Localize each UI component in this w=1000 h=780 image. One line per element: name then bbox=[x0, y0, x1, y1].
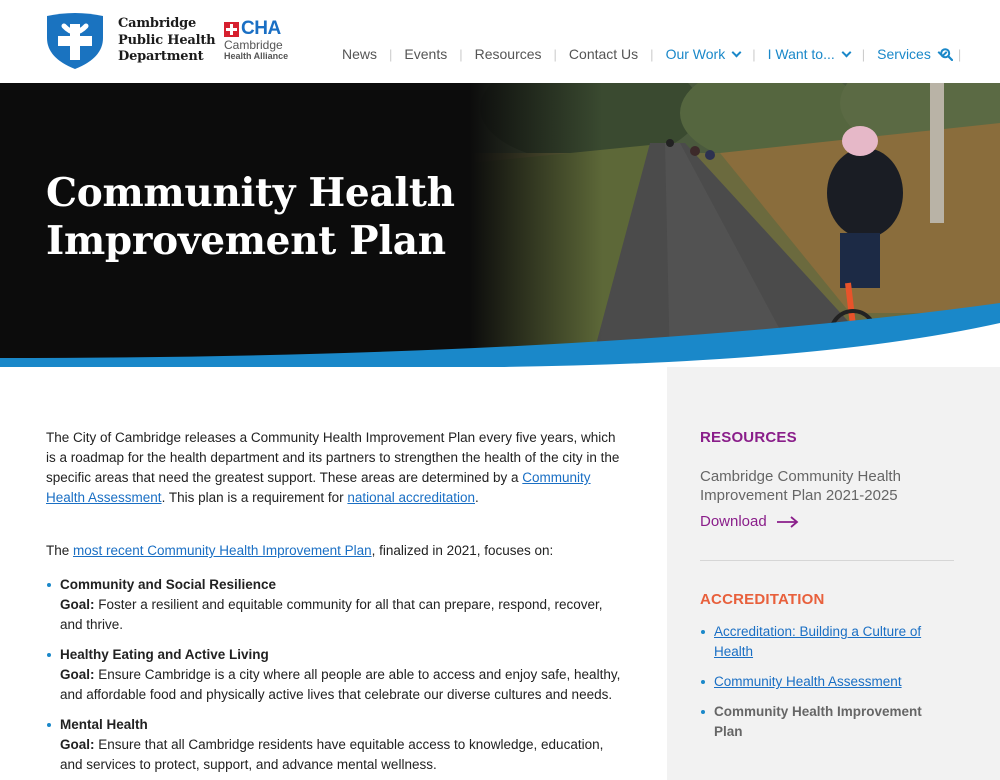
resources-heading: RESOURCES bbox=[700, 429, 797, 446]
list-item bbox=[700, 672, 954, 692]
nav-our-work-label: Our Work bbox=[665, 46, 726, 62]
download-link[interactable] bbox=[700, 513, 954, 530]
chevron-down-icon bbox=[841, 47, 851, 57]
focus-area-title: Mental Health bbox=[60, 717, 148, 732]
intro-paragraph bbox=[46, 428, 626, 508]
cha-line2: Health Alliance bbox=[224, 51, 289, 61]
nav-i-want-to-label: I Want to... bbox=[767, 46, 835, 62]
accreditation-culture-link[interactable]: Accreditation: Building a Culture of Health bbox=[714, 624, 922, 659]
sidebar-divider bbox=[700, 560, 954, 561]
nav-divider: | bbox=[861, 46, 866, 62]
hero-banner bbox=[0, 83, 1000, 367]
health-department-logo[interactable] bbox=[44, 12, 106, 70]
resource-title: Cambridge Community Health Improvement Plan 2021-2025 bbox=[700, 468, 901, 504]
nav-resources-label: Resources bbox=[474, 46, 542, 62]
list-item bbox=[46, 715, 626, 775]
intro-text: . This plan is a requirement for bbox=[161, 490, 348, 505]
org-name-line3: Department bbox=[118, 49, 204, 64]
chevron-down-icon bbox=[732, 47, 742, 57]
recent-plan-link[interactable]: most recent Community Health Improvement Plan bbox=[73, 543, 372, 558]
nav-events[interactable] bbox=[392, 46, 459, 62]
intro-text: The City of Cambridge releases a Community Health Improvement Plan every five years, which is a roadmap for the health department and its partners to strengthen the health of the city in the specific areas that need the greatest support. These areas are determined by a bbox=[46, 430, 620, 485]
goal-text: Ensure that all Cambridge residents have equitable access to knowledge, education, and services to protect, support, and advance mental wellness. bbox=[60, 737, 604, 772]
list-item bbox=[700, 702, 954, 742]
focus-text: , finalized in 2021, focuses on: bbox=[371, 543, 554, 558]
cha-logo[interactable] bbox=[224, 20, 294, 62]
nav-contact-us[interactable] bbox=[557, 46, 650, 62]
community-health-assessment-sidebar-link[interactable]: Community Health Assessment bbox=[714, 674, 902, 689]
nav-news-label: News bbox=[342, 46, 378, 62]
cha-cross-icon bbox=[224, 22, 239, 37]
nav-divider: | bbox=[957, 46, 962, 62]
nav-divider: | bbox=[553, 46, 557, 62]
community-health-assessment-link[interactable]: Community Health Assessment bbox=[46, 470, 591, 505]
cha-letters: CHA bbox=[241, 18, 281, 39]
nav-divider: | bbox=[459, 46, 463, 62]
focus-area-list bbox=[46, 575, 626, 775]
org-name[interactable] bbox=[118, 16, 215, 66]
nav-news[interactable] bbox=[330, 46, 389, 62]
nav-resources[interactable] bbox=[463, 46, 554, 62]
goal-label: Goal: bbox=[60, 737, 95, 752]
list-item bbox=[700, 622, 954, 662]
focus-area-title: Healthy Eating and Active Living bbox=[60, 647, 269, 662]
org-name-line2: Public Health bbox=[118, 32, 216, 48]
goal-label: Goal: bbox=[60, 597, 95, 612]
hero-wave-divider bbox=[0, 83, 1000, 367]
page-title-line2: Improvement Plan bbox=[46, 218, 446, 264]
goal-label: Goal: bbox=[60, 667, 95, 682]
list-item bbox=[46, 645, 626, 705]
goal-text: Foster a resilient and equitable community for all that can prepare, respond, recover, and thrive. bbox=[60, 597, 603, 632]
national-accreditation-link[interactable]: national accreditation bbox=[347, 490, 475, 505]
nav-divider: | bbox=[650, 46, 654, 62]
nav-services-label: Services bbox=[877, 46, 931, 62]
download-label: Download bbox=[700, 513, 767, 530]
page-title-line1: Community Health bbox=[46, 170, 455, 216]
focus-text: The bbox=[46, 543, 74, 558]
nav-i-want-to[interactable] bbox=[756, 46, 862, 62]
cha-line1: Cambridge bbox=[224, 38, 283, 52]
goal-text: Ensure Cambridge is a city where all people are able to access and enjoy safe, healthy, and affordable food and physically active lives that celebrate our diverse cultures and needs. bbox=[60, 667, 621, 702]
nav-contact-us-label: Contact Us bbox=[568, 46, 639, 62]
nav-divider: | bbox=[752, 46, 756, 62]
nav-divider: | bbox=[389, 46, 393, 62]
search-icon[interactable] bbox=[940, 48, 953, 61]
focus-area-title: Community and Social Resilience bbox=[60, 577, 277, 592]
accreditation-list bbox=[700, 622, 954, 742]
intro-text: . bbox=[475, 490, 479, 505]
org-name-line1: Cambridge bbox=[118, 16, 197, 31]
main-content bbox=[46, 428, 626, 780]
nav-events-label: Events bbox=[404, 46, 448, 62]
focus-paragraph bbox=[46, 541, 626, 561]
accreditation-heading: ACCREDITATION bbox=[700, 591, 825, 608]
main-nav bbox=[330, 46, 961, 62]
list-item bbox=[46, 575, 626, 635]
arrow-right-icon bbox=[777, 516, 799, 528]
current-page-item: Community Health Improvement Plan bbox=[714, 704, 922, 739]
sidebar bbox=[667, 367, 1000, 780]
site-header bbox=[0, 0, 1000, 83]
nav-our-work[interactable] bbox=[654, 46, 756, 62]
